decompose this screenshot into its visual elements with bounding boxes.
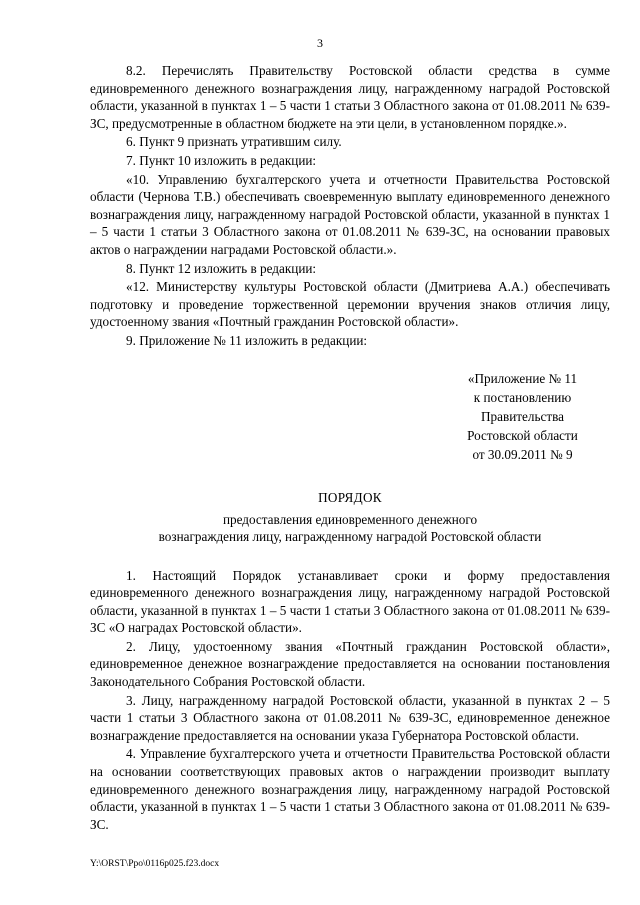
procedure-body <box>90 567 610 834</box>
appendix-header <box>435 369 610 464</box>
document-title: ПОРЯДОК <box>318 489 382 505</box>
document-subtitle-line: предоставления единовременного денежного <box>222 511 478 527</box>
appendix-line: «Приложение № 11 <box>467 370 578 386</box>
file-path-footer: Y:\ORST\Ppo\0116p025.f23.docx <box>90 859 220 869</box>
procedure-paragraph-3: 3. Лицу, награжденному наградой Ростовской области, указанной в пунктах 2 – 5 части 1 статьи 3 Областного закона от 01.08.2011 № 639-ЗС, единовременное денежное вознаграждение предоставляется на основании указа Губернатора Ростовской области. <box>90 692 610 743</box>
appendix-line: к постановлению <box>473 389 572 405</box>
paragraph-item-9: 9. Приложение № 11 изложить в редакции: <box>126 332 368 348</box>
procedure-title-block <box>90 489 610 545</box>
paragraph-8-2: 8.2. Перечислять Правительству Ростовской области средства в сумме единовременного денежного вознаграждения лицу, награжденному наградой Ростовской области, указанной в пунктах 1 – 5 части 1 статьи 3 Областного закона от 01.08.2011 № 639-ЗС, предусмотренные в областном бюджете на эти цели, в установленном порядке.». <box>90 63 610 131</box>
procedure-paragraph-4: 4. Управление бухгалтерского учета и отчетности Правительства Ростовской области на основании соответствующих правовых актов о награждении производит выплату единовременного денежного вознаграждения лицу, награжденному наградой Ростовской области, указанной в пунктах 1 – 5 части 1 статьи 3 Областного закона от 01.08.2011 № 639-ЗС. <box>90 746 610 832</box>
paragraph-item-7: 7. Пункт 10 изложить в редакции: <box>126 152 317 168</box>
procedure-paragraph-2: 2. Лицу, удостоенному звания «Почтный гражданин Ростовской области», единовременное денежное вознаграждение предоставляется на основании постановления Законодательного Собрания Ростовской области. <box>90 638 610 690</box>
paragraph-item-6: 6. Пункт 9 признать утратившим силу. <box>126 134 342 150</box>
appendix-line: Правительства <box>481 408 564 424</box>
page-number: 3 <box>317 36 323 50</box>
paragraph-point-12: «12. Министерству культуры Ростовской области (Дмитриева А.А.) обеспечивать подготовку и проведение торжественной церемонии вручения знаков отличия лицу, удостоенному звания «Почтный гражданин Ростовской области». <box>90 279 610 330</box>
paragraph-point-10: «10. Управлению бухгалтерского учета и отчетности Правительства Ростовской области (Чернова Т.В.) обеспечивать своевременную выплату единовременного денежного вознаграждения лицу, награжденному наградой Ростовской области, указанной в пунктах 1 – 5 части 1 статьи 3 Областного закона от 01.08.2011 № 639-ЗС, на основании правовых актов о награждении наградами Ростовской области.». <box>90 171 610 257</box>
document-subtitle-line: вознаграждения лицу, награжденному наградой Ростовской области <box>158 528 542 544</box>
procedure-paragraph-1: 1. Настоящий Порядок устанавливает сроки и форму предоставления единовременного денежного вознаграждения лицу, награжденному наградой Ростовской области, указанной в пунктах 1 – 5 части 1 статьи 3 Областного закона от 01.08.2011 № 639-ЗС «О наградах Ростовской области». <box>90 567 610 636</box>
appendix-line: от 30.09.2011 № 9 <box>472 446 573 462</box>
appendix-line: Ростовской области <box>467 427 578 443</box>
paragraph-item-8: 8. Пункт 12 изложить в редакции: <box>126 260 317 276</box>
document-body <box>90 62 610 833</box>
